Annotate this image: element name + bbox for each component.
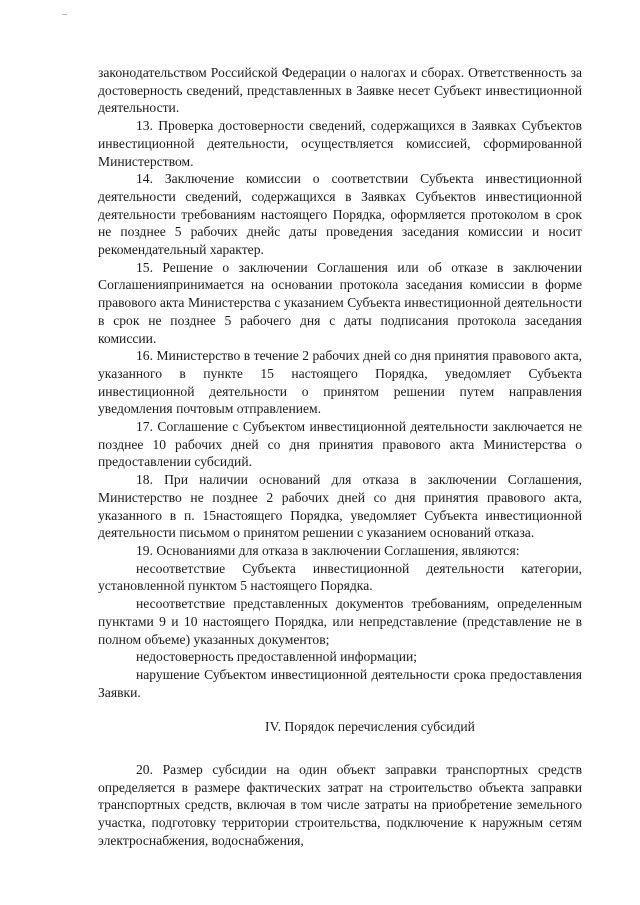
section-heading: IV. Порядок перечисления субсидий [265,719,475,735]
paragraph-19-item-documents: несоответствие представленных документов требованиям, определенным пунктами 9 и 10 настоящего Порядка, или непредставление (представление не в полном объеме) указанных документов; [98,596,582,647]
paragraph-19-item-deadline: нарушение Субъектом инвестиционной деятельности срока предоставления Заявки. [98,666,582,700]
scan-mark [62,14,67,15]
paragraph-16: 16. Министерство в течение 2 рабочих дней со дня принятия правового акта, указанного в пункте 15 настоящего Порядка, уведомляет Субъекта инвестиционной деятельности о принятом решении путем направления уведомления почтовым отправлением. [98,348,582,417]
paragraph-15: 15. Решение о заключении Соглашения или об отказе в заключении Соглашенияпринимается на основании протокола заседания комиссии в форме правового акта Министерства с указанием Субъекта инвестиционной деятельности в срок не позднее 5 рабочего дня с даты подписания протокола заседания комиссии. [98,259,582,346]
paragraph-17: 17. Соглашение с Субъектом инвестиционной деятельности заключается не позднее 10 рабочих дней со дня принятия правового акта Министерства о предоставлении субсидий. [98,419,582,470]
paragraph-19: 19. Основаниями для отказа в заключении Соглашения, являются: [136,542,520,558]
paragraph-13: 13. Проверка достоверности сведений, содержащихся в Заявках Субъектов инвестиционной деятельности, осуществляется комиссией, сформированной Министерством. [98,118,582,169]
paragraph-19-item-category: несоответствие Субъекта инвестиционной деятельности категории, установленной пунктом 5 настоящего Порядка. [98,560,582,594]
paragraph-18: 18. При наличии оснований для отказа в заключении Соглашения, Министерство не позднее 2 рабочих дней со дня принятия правового акта, указанного в п. 15настоящего Порядка, уведомляет Субъекта инвестиционной деятельности письмом о принятом решении с указанием оснований отказа. [98,472,582,541]
document-page [98,64,582,850]
paragraph-20: 20. Размер субсидии на один объект заправки транспортных средств определяется в размере фактических затрат на строительство объекта заправки транспортных средств, включая в том числе затраты на приобретение земельного участка, подготовку территории строительства, подключение к наружным сетям электроснабжения, водоснабжения, [98,762,582,848]
paragraph-continuation: законодательством Российской Федерации о налогах и сборах. Ответственность за достоверность сведений, представленных в Заявке несет Субъект инвестиционной деятельности. [98,65,582,116]
paragraph-19-item-unreliable-info: недостоверность предоставленной информации; [136,649,418,665]
paragraph-14: 14. Заключение комиссии о соответствии Субъекта инвестиционной деятельности сведений, содержащихся в Заявках Субъектов инвестиционной деятельности требованиям настоящего Порядка, оформляется протоколом в срок не позднее 5 рабочих днейс даты проведения заседания комиссии и носит рекомендательный характер. [98,171,582,258]
